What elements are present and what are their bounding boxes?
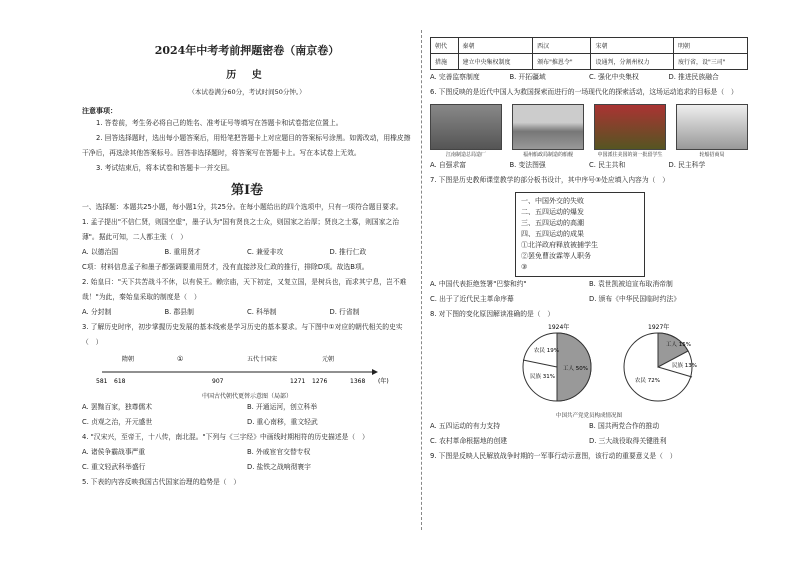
option: D. 重心南移，重文轻武	[247, 418, 318, 426]
q1-analysis: C项：材料信息孟子和墨子都强调要重用贤才，没有直接涉及仁政的推行，排除D项。故选B项。	[82, 263, 369, 271]
photo-caption: 江南制造总局造厂	[445, 152, 486, 158]
option: C. 民主共和	[589, 161, 626, 169]
board-line: 三、五四运动的高潮	[521, 219, 584, 227]
timeline-year: 581	[96, 378, 108, 385]
option: B. 开通运河，创立科举	[247, 403, 318, 411]
board-line: 一、中国外交的失败	[521, 197, 584, 205]
option: B. 郡县制	[164, 308, 194, 316]
board-line: 二、五四运动的爆发	[521, 208, 584, 216]
historical-photo	[594, 104, 666, 150]
timeline-year: 618	[114, 378, 126, 385]
right-column	[430, 0, 748, 562]
pie-year: 1924年	[548, 324, 570, 331]
pie-label: 民族 31%	[530, 374, 555, 380]
option: C. 重文轻武科举盛行	[82, 463, 146, 471]
question-9: 9. 下图是反映人民解放战争时期的一军事行动示意图，该行动的重要意义是（ ）	[430, 452, 677, 460]
question-4: 4. "汉宋兴，至帝王，十八传，南北混。"下列与《三字经》中画线时期相符的历史描述是（ ）	[82, 433, 369, 441]
table-cell: 秦朝	[458, 38, 533, 54]
section-title: 第Ⅰ卷	[230, 183, 264, 198]
question-2: 2. 始皇曰："天下共苦战斗不休，以有侯王。赖宗庙，天下初定，又复立国，是树兵也，而求其宁息，岂不难哉！"为此，秦始皇采取的制度是（ ）	[82, 278, 407, 301]
option: D. 推进民族融合	[668, 73, 719, 81]
table-cell: 设通判，分割州权力	[591, 54, 674, 70]
timeline-year: 1271	[290, 378, 306, 385]
table-cell: 建立中央集权制度	[458, 54, 533, 70]
option: B. 重用贤才	[164, 248, 201, 256]
option: C. 强化中央集权	[589, 73, 639, 81]
q7-options	[430, 277, 748, 307]
option: D. 民主科学	[668, 161, 706, 169]
q8-options	[430, 419, 748, 449]
option: D. 盐铁之战响彻寰宇	[247, 463, 311, 471]
option: A. 罢黜百家，独尊儒术	[82, 403, 153, 411]
photo-item	[676, 104, 748, 158]
photo-item	[512, 104, 584, 158]
timeline-label: 隋朝	[122, 356, 135, 363]
notice-item: 2. 回答选择题时，选出每小题答案后，用铅笔把答题卡上对应题目的答案标号涂黑。如需改动，用橡皮擦干净后，再选涂其他答案标号。回答非选择题时，将答案写在答题卡上。写在本试卷上无效。	[82, 134, 411, 157]
photo-item	[430, 104, 502, 158]
section-intro: 一、选择题：本题共25小题，每小题1分，共25分。在每小题给出的四个选项中，只有一项符合题目要求。	[82, 203, 403, 211]
dynasty-table	[430, 37, 748, 70]
pie-label: 工人 15%	[666, 342, 691, 348]
pie-year: 1927年	[648, 324, 670, 331]
left-column	[82, 0, 412, 562]
option: C. 农村革命根据地的创建	[430, 437, 508, 445]
question-6: 6. 下图反映的是近代中国人为救国探索而进行的一场现代化的探索活动，这场运动追求的目标是（ ）	[430, 88, 738, 96]
option: B. 变法图强	[509, 161, 546, 169]
table-cell: 明朝	[673, 38, 747, 54]
timeline-year: 1368	[350, 378, 366, 385]
timeline-label: 五代十国宋	[247, 356, 278, 363]
table-cell: 宋朝	[591, 38, 674, 54]
photo-caption: 轮船招商局	[699, 152, 725, 158]
option: B. 开拓疆域	[509, 73, 546, 81]
photo-item	[594, 104, 666, 158]
option: C. 科举制	[247, 308, 277, 316]
option: A. 自强求富	[430, 161, 467, 169]
timeline-year: 907	[212, 378, 224, 385]
option: D. 三大战役取得关键胜利	[589, 437, 667, 445]
photo-caption: 福州船政局制造的船舰	[522, 152, 573, 158]
timeline-label: ①	[177, 355, 184, 363]
pie-caption: 中国共产党党员构成情况图	[555, 413, 622, 419]
party-pie-charts	[430, 322, 748, 410]
pie-label: 民族 13%	[672, 363, 697, 369]
option: C. 出于了近代民主革命序幕	[430, 295, 514, 303]
column-divider	[421, 30, 422, 530]
option: C. 兼爱非攻	[247, 248, 284, 256]
timeline-year: (年)	[378, 378, 389, 385]
option: A. 五四运动的有力支持	[430, 422, 501, 430]
notice-item: 1. 答卷前，考生务必将自己的姓名、准考证号等填写在答题卡和试卷指定位置上。	[96, 119, 343, 127]
dynasty-timeline	[82, 350, 412, 390]
option: C. 贞观之治，开元盛世	[82, 418, 153, 426]
q4-options	[82, 445, 412, 475]
q1-options	[82, 245, 412, 260]
q5-options	[430, 70, 748, 85]
pie-label: 农民 72%	[635, 378, 660, 384]
notice-heading: 注意事项：	[82, 107, 117, 115]
question-8: 8. 对下图的变化原因解读准确的是（ ）	[430, 310, 555, 318]
table-cell: 西汉	[533, 38, 591, 54]
q6-photos	[430, 104, 748, 158]
q3-options	[82, 400, 412, 430]
historical-photo	[430, 104, 502, 150]
subject-title: 历 史	[226, 70, 268, 81]
board-line: 四、五四运动的成果	[521, 230, 584, 238]
board-line: ③	[521, 263, 528, 271]
option: B. 外戚宦官交替专权	[247, 448, 311, 456]
q6-options	[430, 158, 748, 173]
table-cell: 措施	[431, 54, 459, 70]
question-3: 3. 了解历史时序，初步掌握历史发展的基本线索是学习历史的基本要求。与下图中①对应的朝代相关的史实（ ）	[82, 323, 403, 346]
board-line: ①北洋政府释放被捕学生	[521, 241, 598, 249]
historical-photo	[512, 104, 584, 150]
option: D. 推行仁政	[329, 248, 367, 256]
option: A. 诸侯争霸战事严重	[82, 448, 146, 456]
option: B. 国共两党合作的推动	[589, 422, 660, 430]
option: A. 中国代表拒绝签署"巴黎和约"	[430, 280, 527, 288]
table-cell: 颁布"推恩令"	[533, 54, 591, 70]
pie-label: 工人 50%	[563, 366, 588, 372]
notice-item: 3. 考试结束后，将本试卷和答题卡一并交回。	[96, 164, 234, 172]
timeline-label: 元朝	[322, 356, 335, 363]
historical-photo	[676, 104, 748, 150]
board-line: ②罢免曹汝霖等人职务	[521, 252, 591, 260]
table-cell: 朝代	[431, 38, 459, 54]
exam-note: （本试卷满分60分，考试时间50分钟。）	[188, 88, 306, 96]
question-1: 1. 孟子提出"不信仁贤，则国空虚"，墨子认为"国有贤良之士众，则国家之治厚；贤良之士寡，则国家之治薄"。据此可知，二人都主张（ ）	[82, 218, 400, 241]
option: A. 完善监察制度	[430, 73, 480, 81]
option: A. 分封制	[82, 308, 112, 316]
pie-label: 农民 19%	[534, 348, 559, 354]
option: A. 以德治国	[82, 248, 119, 256]
option: D. 行省制	[329, 308, 360, 316]
option: D. 颁布《中华民国临时约法》	[589, 295, 681, 303]
table-cell: 废行省，设"三司"	[673, 54, 747, 70]
page-title: 2024年中考考前押题密卷（南京卷）	[154, 44, 340, 57]
photo-caption: 中国派往美国的第一批留学生	[597, 152, 663, 158]
blackboard-outline	[515, 192, 645, 277]
timeline-caption: 中国古代朝代更替示意图（局部）	[201, 393, 292, 400]
question-5: 5. 下表的内容反映我国古代国家治理的趋势是（ ）	[82, 478, 241, 486]
question-7: 7. 下图是历史教师课堂教学的部分板书设计，其中序号③处应填入内容为（ ）	[430, 176, 670, 184]
q2-options	[82, 305, 412, 320]
timeline-year: 1276	[312, 378, 328, 385]
option: B. 袁世凯被迫宣布取消帝制	[589, 280, 673, 288]
